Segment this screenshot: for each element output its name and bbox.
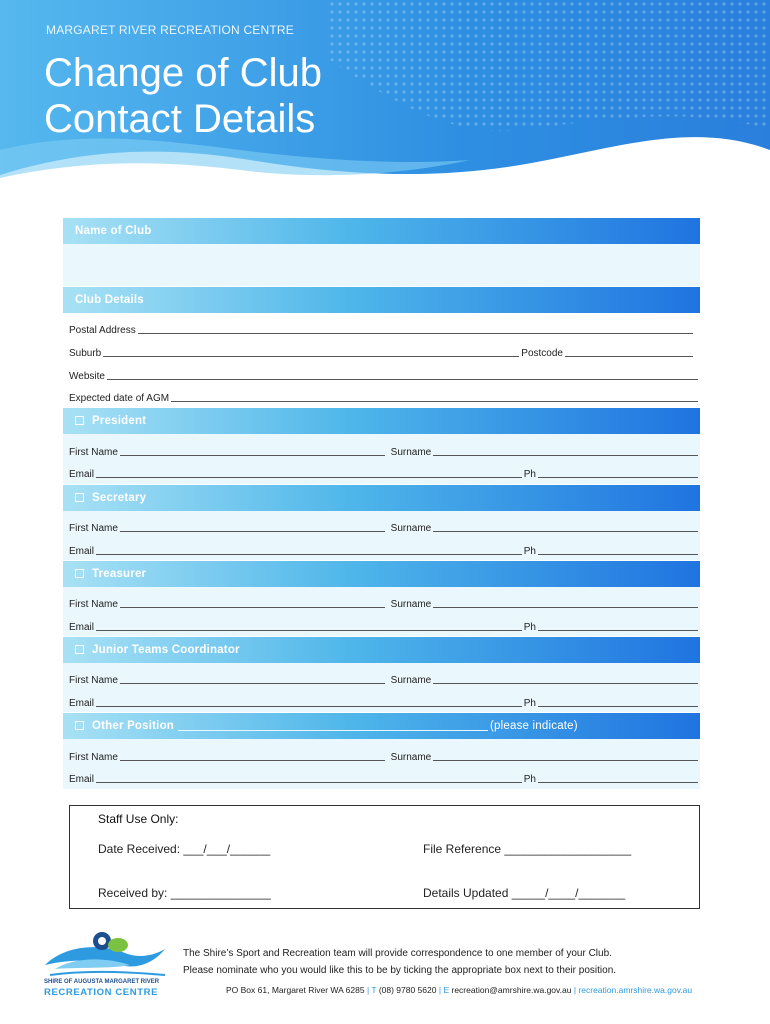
surname-label: Surname <box>390 523 432 534</box>
please-indicate-note: (please indicate) <box>490 720 578 732</box>
postal-address-label: Postal Address <box>69 325 136 336</box>
surname-label: Surname <box>390 599 432 610</box>
ph-label: Ph <box>523 698 536 709</box>
suburb-field[interactable] <box>103 356 519 357</box>
junior-email-field[interactable] <box>96 706 522 707</box>
separator: | <box>573 985 577 995</box>
email-label: Email <box>69 469 95 480</box>
po-box-text: PO Box 61, Margaret River WA 6285 <box>226 985 365 995</box>
contact-details <box>226 985 692 995</box>
secretary-first-name-field[interactable] <box>120 531 385 532</box>
president-first-name-field[interactable] <box>120 455 385 456</box>
section-title: Name of Club <box>75 225 152 237</box>
section-title: Treasurer <box>92 568 147 580</box>
section-title: Other Position <box>92 720 175 732</box>
page-title-line-1: Change of Club <box>44 51 322 95</box>
separator: | <box>366 985 370 995</box>
staff-use-only-box <box>69 805 700 909</box>
other-email-field[interactable] <box>96 782 522 783</box>
section-title: President <box>92 415 147 427</box>
section-header-junior-teams-coordinator <box>63 637 700 663</box>
junior-surname-field[interactable] <box>433 683 698 684</box>
section-header-secretary <box>63 485 700 511</box>
treasurer-email-field[interactable] <box>96 630 522 631</box>
first-name-label: First Name <box>69 599 118 610</box>
junior-phone-field[interactable] <box>538 706 698 707</box>
president-email-field[interactable] <box>96 477 522 478</box>
ph-label: Ph <box>523 546 536 557</box>
section-header-treasurer <box>63 561 700 587</box>
email-label: Email <box>69 546 95 557</box>
ph-label: Ph <box>523 774 536 785</box>
treasurer-surname-field[interactable] <box>433 607 698 608</box>
treasurer-phone-field[interactable] <box>538 630 698 631</box>
first-name-label: First Name <box>69 447 118 458</box>
secretary-surname-field[interactable] <box>433 531 698 532</box>
treasurer-contact-row <box>69 619 700 633</box>
phone-prefix: T <box>371 985 377 995</box>
postal-address-row <box>69 322 695 336</box>
other-surname-field[interactable] <box>433 760 698 761</box>
president-checkbox[interactable] <box>75 416 84 425</box>
email-prefix: E <box>443 985 450 995</box>
secretary-contact-row <box>69 543 700 557</box>
surname-label: Surname <box>390 752 432 763</box>
recreation-centre-logo <box>40 925 175 1000</box>
organisation-name: MARGARET RIVER RECREATION CENTRE <box>46 23 294 37</box>
first-name-label: First Name <box>69 752 118 763</box>
junior-first-name-field[interactable] <box>120 683 385 684</box>
page-title <box>44 50 322 142</box>
section-header-club-details <box>63 287 700 313</box>
separator: | <box>438 985 442 995</box>
postal-address-field[interactable] <box>138 333 693 334</box>
other-position-field[interactable] <box>178 719 488 731</box>
ph-label: Ph <box>523 469 536 480</box>
junior-coordinator-checkbox[interactable] <box>75 645 84 654</box>
secretary-name-row <box>69 520 700 534</box>
staff-use-only-title: Staff Use Only: <box>98 812 179 826</box>
other-first-name-field[interactable] <box>120 760 385 761</box>
section-title: Club Details <box>75 294 144 306</box>
surname-label: Surname <box>390 675 432 686</box>
phone-number: (08) 9780 5620 <box>378 985 437 995</box>
section-title: Junior Teams Coordinator <box>92 644 240 656</box>
correspondence-note <box>183 945 616 979</box>
email-link[interactable]: recreation@amrshire.wa.gov.au <box>451 985 572 995</box>
email-label: Email <box>69 698 95 709</box>
details-updated-field[interactable]: Details Updated _____/____/_______ <box>423 886 626 900</box>
other-name-row <box>69 749 700 763</box>
ph-label: Ph <box>523 622 536 633</box>
received-by-field[interactable]: Received by: _______________ <box>98 886 271 900</box>
website-field[interactable] <box>107 379 698 380</box>
date-received-field[interactable]: Date Received: ___/___/______ <box>98 842 271 856</box>
junior-contact-row <box>69 695 700 709</box>
section-title: Secretary <box>92 492 147 504</box>
first-name-label: First Name <box>69 675 118 686</box>
other-position-checkbox[interactable] <box>75 721 84 730</box>
page-title-line-2: Contact Details <box>44 97 316 141</box>
postcode-label: Postcode <box>521 348 563 359</box>
agm-row <box>69 390 700 404</box>
secretary-checkbox[interactable] <box>75 493 84 502</box>
file-reference-field[interactable]: File Reference ___________________ <box>423 842 632 856</box>
website-row <box>69 368 700 382</box>
treasurer-checkbox[interactable] <box>75 569 84 578</box>
suburb-row <box>69 345 695 359</box>
name-of-club-field[interactable] <box>63 244 700 286</box>
junior-name-row <box>69 672 700 686</box>
other-contact-row <box>69 771 700 785</box>
email-label: Email <box>69 622 95 633</box>
first-name-label: First Name <box>69 523 118 534</box>
secretary-email-field[interactable] <box>96 554 522 555</box>
logo-shire-text: SHIRE OF AUGUSTA MARGARET RIVER <box>44 979 160 985</box>
suburb-label: Suburb <box>69 348 102 359</box>
section-header-name-of-club <box>63 218 700 244</box>
section-header-president <box>63 408 700 434</box>
president-name-row <box>69 444 700 458</box>
email-label: Email <box>69 774 95 785</box>
president-phone-field[interactable] <box>538 477 698 478</box>
logo-centre-text: RECREATION CENTRE <box>44 987 158 998</box>
website-label: Website <box>69 371 105 382</box>
treasurer-first-name-field[interactable] <box>120 607 385 608</box>
secretary-phone-field[interactable] <box>538 554 698 555</box>
other-phone-field[interactable] <box>538 782 698 783</box>
agm-field[interactable] <box>171 401 698 402</box>
treasurer-name-row <box>69 596 700 610</box>
website-link[interactable]: recreation.amrshire.wa.gov.au <box>578 985 693 995</box>
postcode-field[interactable] <box>565 356 693 357</box>
president-contact-row <box>69 466 700 480</box>
president-surname-field[interactable] <box>433 455 698 456</box>
note-line-1: The Shire’s Sport and Recreation team will provide correspondence to one member of your Club. <box>183 948 612 959</box>
note-line-2: Please nominate who you would like this to be by ticking the appropriate box next to their position. <box>183 965 617 976</box>
surname-label: Surname <box>390 447 432 458</box>
header-banner <box>0 0 770 200</box>
section-header-other-position <box>63 713 700 739</box>
agm-label: Expected date of AGM <box>69 393 170 404</box>
